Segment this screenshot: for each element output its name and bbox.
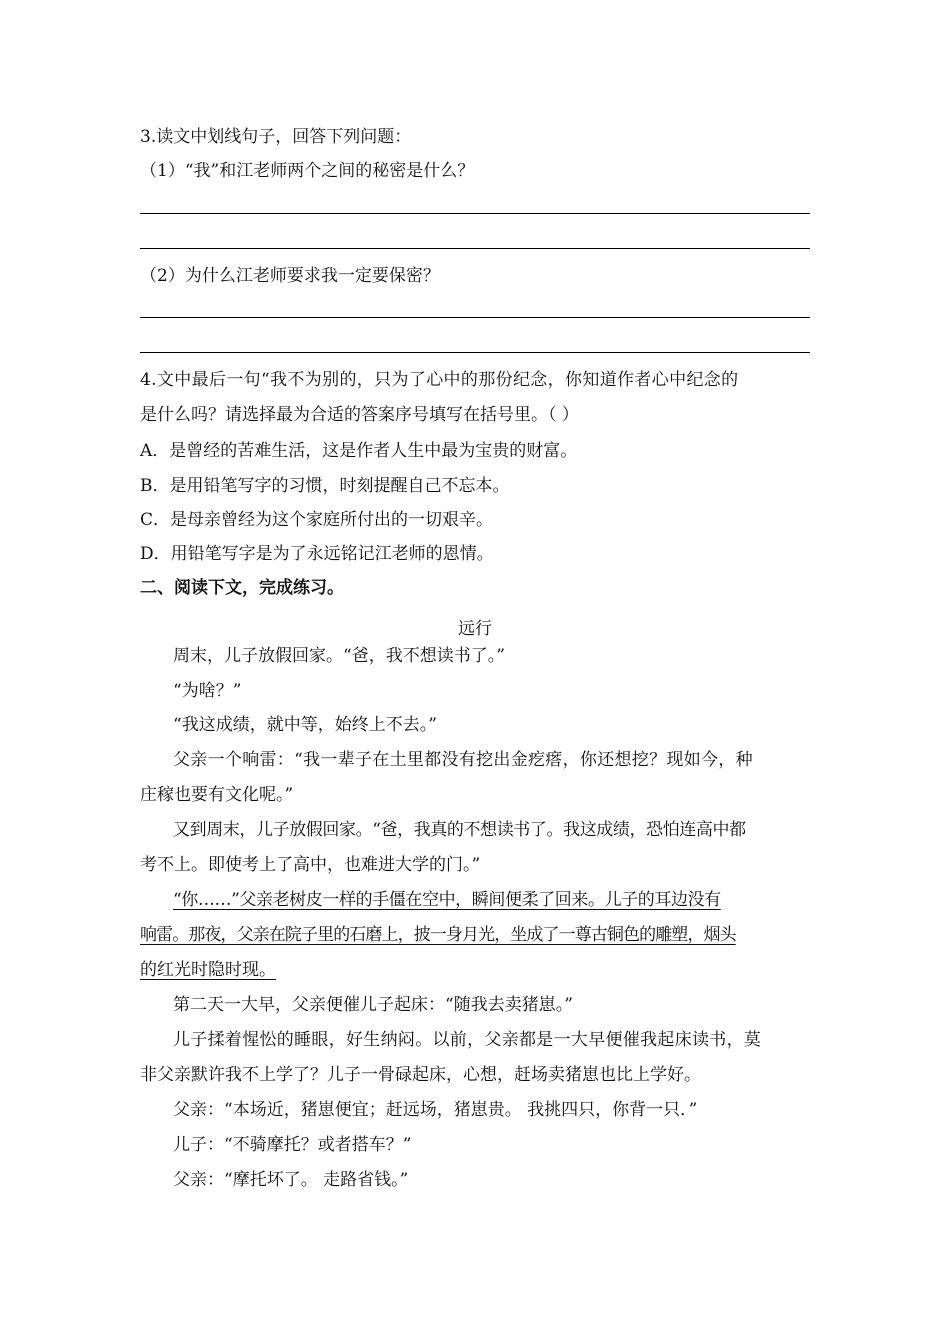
story-line: 儿子：“不骑摩托？或者搭车？” — [173, 1135, 412, 1155]
answer-line — [140, 317, 810, 318]
story-line: 周末，儿子放假回家。“爸，我不想读书了。” — [173, 646, 505, 666]
underlined-sentence-line: 响雷。那夜，父亲在院子里的石磨上，披一身月光，坐成了一尊古铜色的雕塑，烟头 — [140, 925, 736, 945]
story-line: 第二天一大早，父亲便催儿子起床：“随我去卖猪崽。” — [173, 995, 573, 1015]
story-line: “我这成绩，就中等，始终上不去。” — [173, 715, 437, 735]
underlined-sentence-line: 的红光时隐时现。 — [140, 960, 276, 980]
section2-heading: 二、阅读下文，完成练习。 — [140, 578, 344, 598]
story-line: 父亲一个响雷：“我一辈子在土里都没有挖出金疙瘩，你还想挖？现如今，种 — [173, 750, 753, 770]
answer-line — [140, 352, 810, 353]
answer-line — [140, 213, 810, 214]
story-line: “为啥？” — [173, 681, 242, 701]
story-line: 父亲：“本场近，猪崽便宜；赶远场，猪崽贵。 我挑四只，你背一只．” — [173, 1100, 698, 1120]
q4-line1: 4.文中最后一句“我不为别的，只为了心中的那份纪念，你知道作者心中纪念的 — [140, 370, 739, 390]
story-line: 父亲：“摩托坏了。 走路省钱。” — [173, 1170, 409, 1190]
story-line: 考不上。即使考上了高中，也难进大学的门。” — [140, 855, 481, 875]
q3-heading: 3.读文中划线句子，回答下列问题： — [140, 127, 412, 147]
story-line: 又到周末，儿子放假回家。“爸，我真的不想读书了。我这成绩，恐怕连高中都 — [173, 820, 746, 840]
story-line: 庄稼也要有文化呢。” — [140, 785, 294, 805]
answer-line — [140, 248, 810, 249]
q3-sub2: （2）为什么江老师要求我一定要保密？ — [140, 266, 440, 286]
underlined-sentence-line: “你……”父亲老树皮一样的手僵在空中，瞬间便柔了回来。儿子的耳边没有 — [173, 890, 721, 910]
q4-option-b: B．是用铅笔写字的习惯，时刻提醒自己不忘本。 — [140, 476, 510, 496]
story-title: 远行 — [458, 619, 492, 639]
q4-option-d: D．用铅笔写字是为了永远铭记江老师的恩情。 — [140, 544, 494, 564]
q4-line2: 是什么吗？请选择最为合适的答案序号填写在括号里。（ ） — [140, 405, 579, 425]
story-line: 非父亲默许我不上学了？儿子一骨碌起床，心想，赶场卖猪崽也比上学好。 — [140, 1065, 701, 1085]
q4-option-c: C．是母亲曾经为这个家庭所付出的一切艰辛。 — [140, 510, 494, 530]
q3-sub1: （1）“我”和江老师两个之间的秘密是什么？ — [140, 161, 475, 181]
q4-option-a: A．是曾经的苦难生活，这是作者人生中最为宝贵的财富。 — [140, 441, 578, 461]
story-line: 儿子揉着惺忪的睡眼，好生纳闷。以前，父亲都是一大早便催我起床读书，莫 — [173, 1030, 762, 1050]
